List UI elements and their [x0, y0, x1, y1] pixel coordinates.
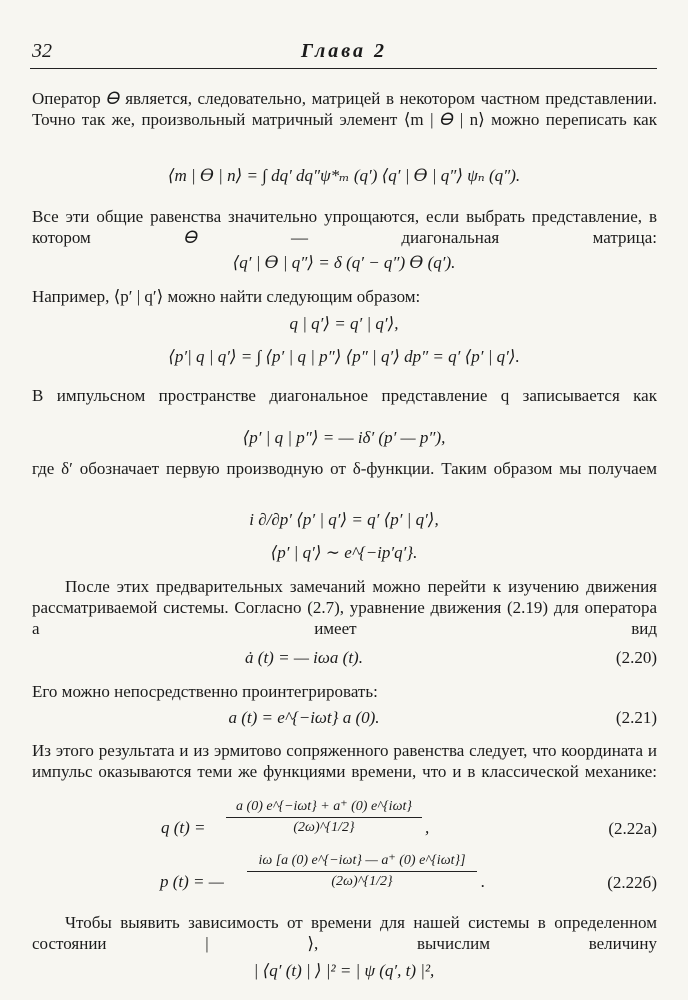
paragraph-example: Например, ⟨p′ | q′⟩ можно найти следующим образом:: [32, 287, 421, 306]
formula-2-22a-comma: ,: [425, 818, 430, 837]
formula-matrix-element: ⟨m | 𝛳 | n⟩ = ∫ dq′ dq″ψ*ₘ (q′) ⟨q′ | 𝛳 | q″⟩ ψₙ (q″).: [167, 166, 521, 185]
page-number: 32: [32, 40, 52, 62]
formula-differential: i ∂/∂p′ ⟨p′ | q′⟩ = q′ ⟨p′ | q′⟩,: [249, 510, 439, 529]
equation-number-2-21: (2.21): [615, 708, 657, 727]
paragraph-hermitian-conjugate: Из этого результата и из эрмитово сопряженного равенства следует, что координата и импульс оказываются теми же функциями времени, что и в классической механике:: [32, 741, 657, 781]
chapter-title: Глава 2: [300, 40, 388, 62]
paragraph-operator-matrix: Оператор 𝛳 является, следовательно, матрицей в некотором частном представлении. Точно так же, произвольный матричный элемент ⟨m | 𝛳 | n⟩ можно переписать как: [32, 89, 657, 129]
formula-diagonal-matrix: ⟨q′ | 𝛳 | q″⟩ = δ (q′ − q″) 𝛳 (q′).: [232, 253, 456, 272]
equation-number-2-22a: (2.22а): [608, 819, 657, 838]
formula-plane-wave: ⟨p′ | q′⟩ ∼ e^{−ip′q′}.: [270, 543, 418, 562]
formula-2-22a-denominator: (2ω)^{1/2}: [293, 820, 355, 835]
formula-pq-integral: ⟨p′| q | q′⟩ = ∫ ⟨p′ | q | p″⟩ ⟨p″ | q′⟩ dp″ = q′ ⟨p′ | q′⟩.: [168, 347, 520, 366]
paragraph-diagonal-representation: Все эти общие равенства значительно упрощаются, если выбрать представление, в котором 𝛳 — диагональная матрица:: [32, 207, 657, 247]
formula-q-momentum: ⟨p′ | q | p″⟩ = — iδ′ (p′ — p″),: [242, 428, 446, 447]
header-rule: [30, 68, 657, 69]
formula-2-22a-fraction: [226, 798, 422, 842]
formula-2-22b-lhs: p (t) = —: [160, 872, 224, 891]
formula-2-22a-lhs: q (t) =: [161, 818, 206, 837]
paragraph-integrate: Его можно непосредственно проинтегрировать:: [32, 682, 378, 701]
formula-2-22a-numerator: a (0) e^{−iωt} + a⁺ (0) e^{iωt}: [236, 799, 412, 814]
paragraph-delta-derivative: где δ′ обозначает первую производную от δ-функции. Таким образом мы получаем: [32, 459, 657, 478]
fraction-bar: [226, 817, 422, 818]
paragraph-momentum-space: В импульсном пространстве диагональное представление q записывается как: [32, 386, 657, 405]
formula-2-22b-fraction: [247, 852, 477, 896]
formula-2-22b-denominator: (2ω)^{1/2}: [331, 874, 393, 889]
paragraph-time-dependence: Чтобы выявить зависимость от времени для нашей системы в определенном состоянии | ⟩, вычислим величину: [32, 913, 657, 953]
formula-2-20: ȧ (t) = — iωa (t).: [245, 648, 363, 667]
formula-probability-density: | ⟨q′ (t) | ⟩ |² = | ψ (q′, t) |²,: [253, 961, 435, 980]
formula-2-22b-numerator: iω [a (0) e^{−iωt} — a⁺ (0) e^{iωt}]: [258, 853, 466, 868]
formula-2-21: a (t) = e^{−iωt} a (0).: [228, 708, 380, 727]
paragraph-equation-of-motion: После этих предварительных замечаний можно перейти к изучению движения рассматриваемой системы. Согласно (2.7), уравнение движения (2.19) для оператора a имеет вид: [32, 577, 657, 638]
equation-number-2-22b: (2.22б): [607, 873, 657, 892]
formula-2-22b-period: .: [481, 872, 486, 891]
fraction-bar: [247, 871, 477, 872]
formula-q-eigen: q | q′⟩ = q′ | q′⟩,: [289, 314, 399, 333]
equation-number-2-20: (2.20): [615, 648, 657, 667]
